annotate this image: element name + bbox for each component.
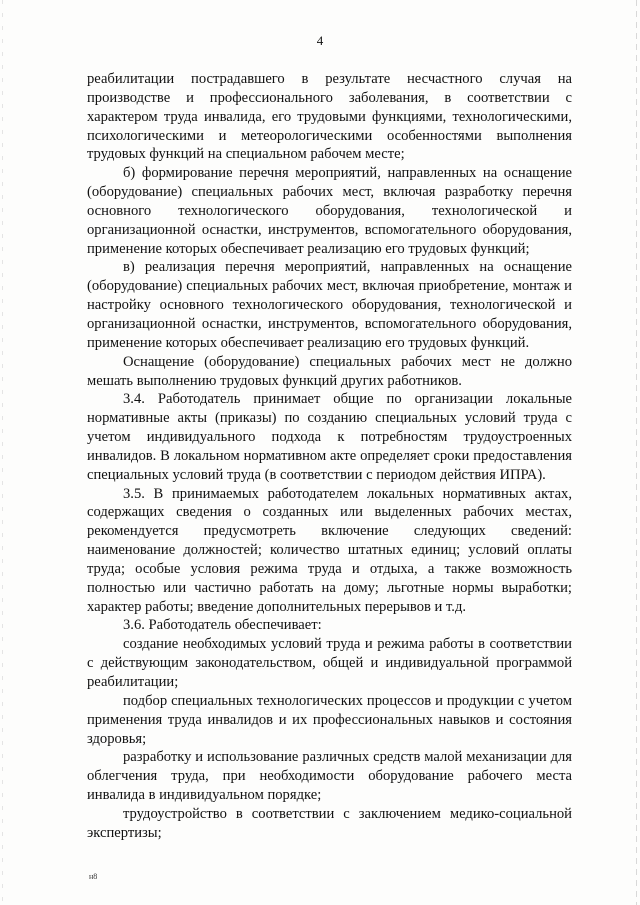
paragraph: подбор специальных технологических процессов и продукции с учетом применения труда инвалидов и их профессиональных навыков и состояния здоровья; [87, 692, 572, 747]
paragraph: б) формирование перечня мероприятий, направленных на оснащение (оборудование) специальных рабочих мест, включая разработку перечня основного технологического оборудования, технологической и организационной оснастки, инструментов, вспомогательного оборудования, применение которых обеспечивает реализацию его трудовых функций; [87, 165, 572, 257]
paragraph: Оснащение (оборудование) специальных рабочих мест не должно мешать выполнению трудовых функций других работников. [87, 353, 572, 389]
paragraph: трудоустройство в соответствии с заключением медико-социальной экспертизы; [87, 805, 572, 841]
paragraph: реабилитации пострадавшего в результате несчастного случая на производстве и профессионального заболевания, в соответствии с характером труда инвалида, его трудовыми функциями, технологическими, психологическими и метеорологическими особенностями выполнения трудовых функций на специальном рабочем месте; [87, 71, 572, 163]
paragraph: разработку и использование различных средств малой механизации для облегчения труда, при необходимости оборудование рабочего места инвалида в индивидуальном порядке; [87, 749, 572, 804]
paragraph: 3.5. В принимаемых работодателем локальных нормативных актах, содержащих сведения о созданных или выделенных рабочих местах, рекомендуется предусмотреть включение следующих сведений: наименование должностей; количество штатных единиц; условий оплаты труда; особые условия режима труда и отдыха, а также возможность полностью или частично работать на дому; льготные нормы выработки; характер работы; введение дополнительных перерывов и т.д. [87, 485, 572, 615]
paragraph: 3.4. Работодатель принимает общие по организации локальные нормативные акты (приказы) по созданию специальных условий труда с учетом индивидуального подхода к потребностям трудоустроенных инвалидов. В локальном нормативном акте определяет сроки предоставления специальных условий труда (в соответствии с периодом действия ИПРА). [87, 391, 572, 483]
document-body [87, 70, 572, 843]
page-number: 4 [316, 33, 324, 48]
footer-mark: н8 [89, 872, 98, 881]
scan-edge-left [2, 0, 3, 905]
paragraph: 3.6. Работодатель обеспечивает: [123, 617, 322, 634]
paragraph: в) реализация перечня мероприятий, направленных на оснащение (оборудование) специальных рабочих мест, включая приобретение, монтаж и настройку основного технологического оборудования, технологической и организационной оснастки, инструментов, вспомогательного оборудования, применение которых обеспечивает реализацию его трудовых функций. [87, 259, 572, 351]
scan-edge-right [636, 0, 637, 905]
paragraph: создание необходимых условий труда и режима работы в соответствии с действующим законодательством, общей и индивидуальной программой реабилитации; [87, 636, 572, 690]
